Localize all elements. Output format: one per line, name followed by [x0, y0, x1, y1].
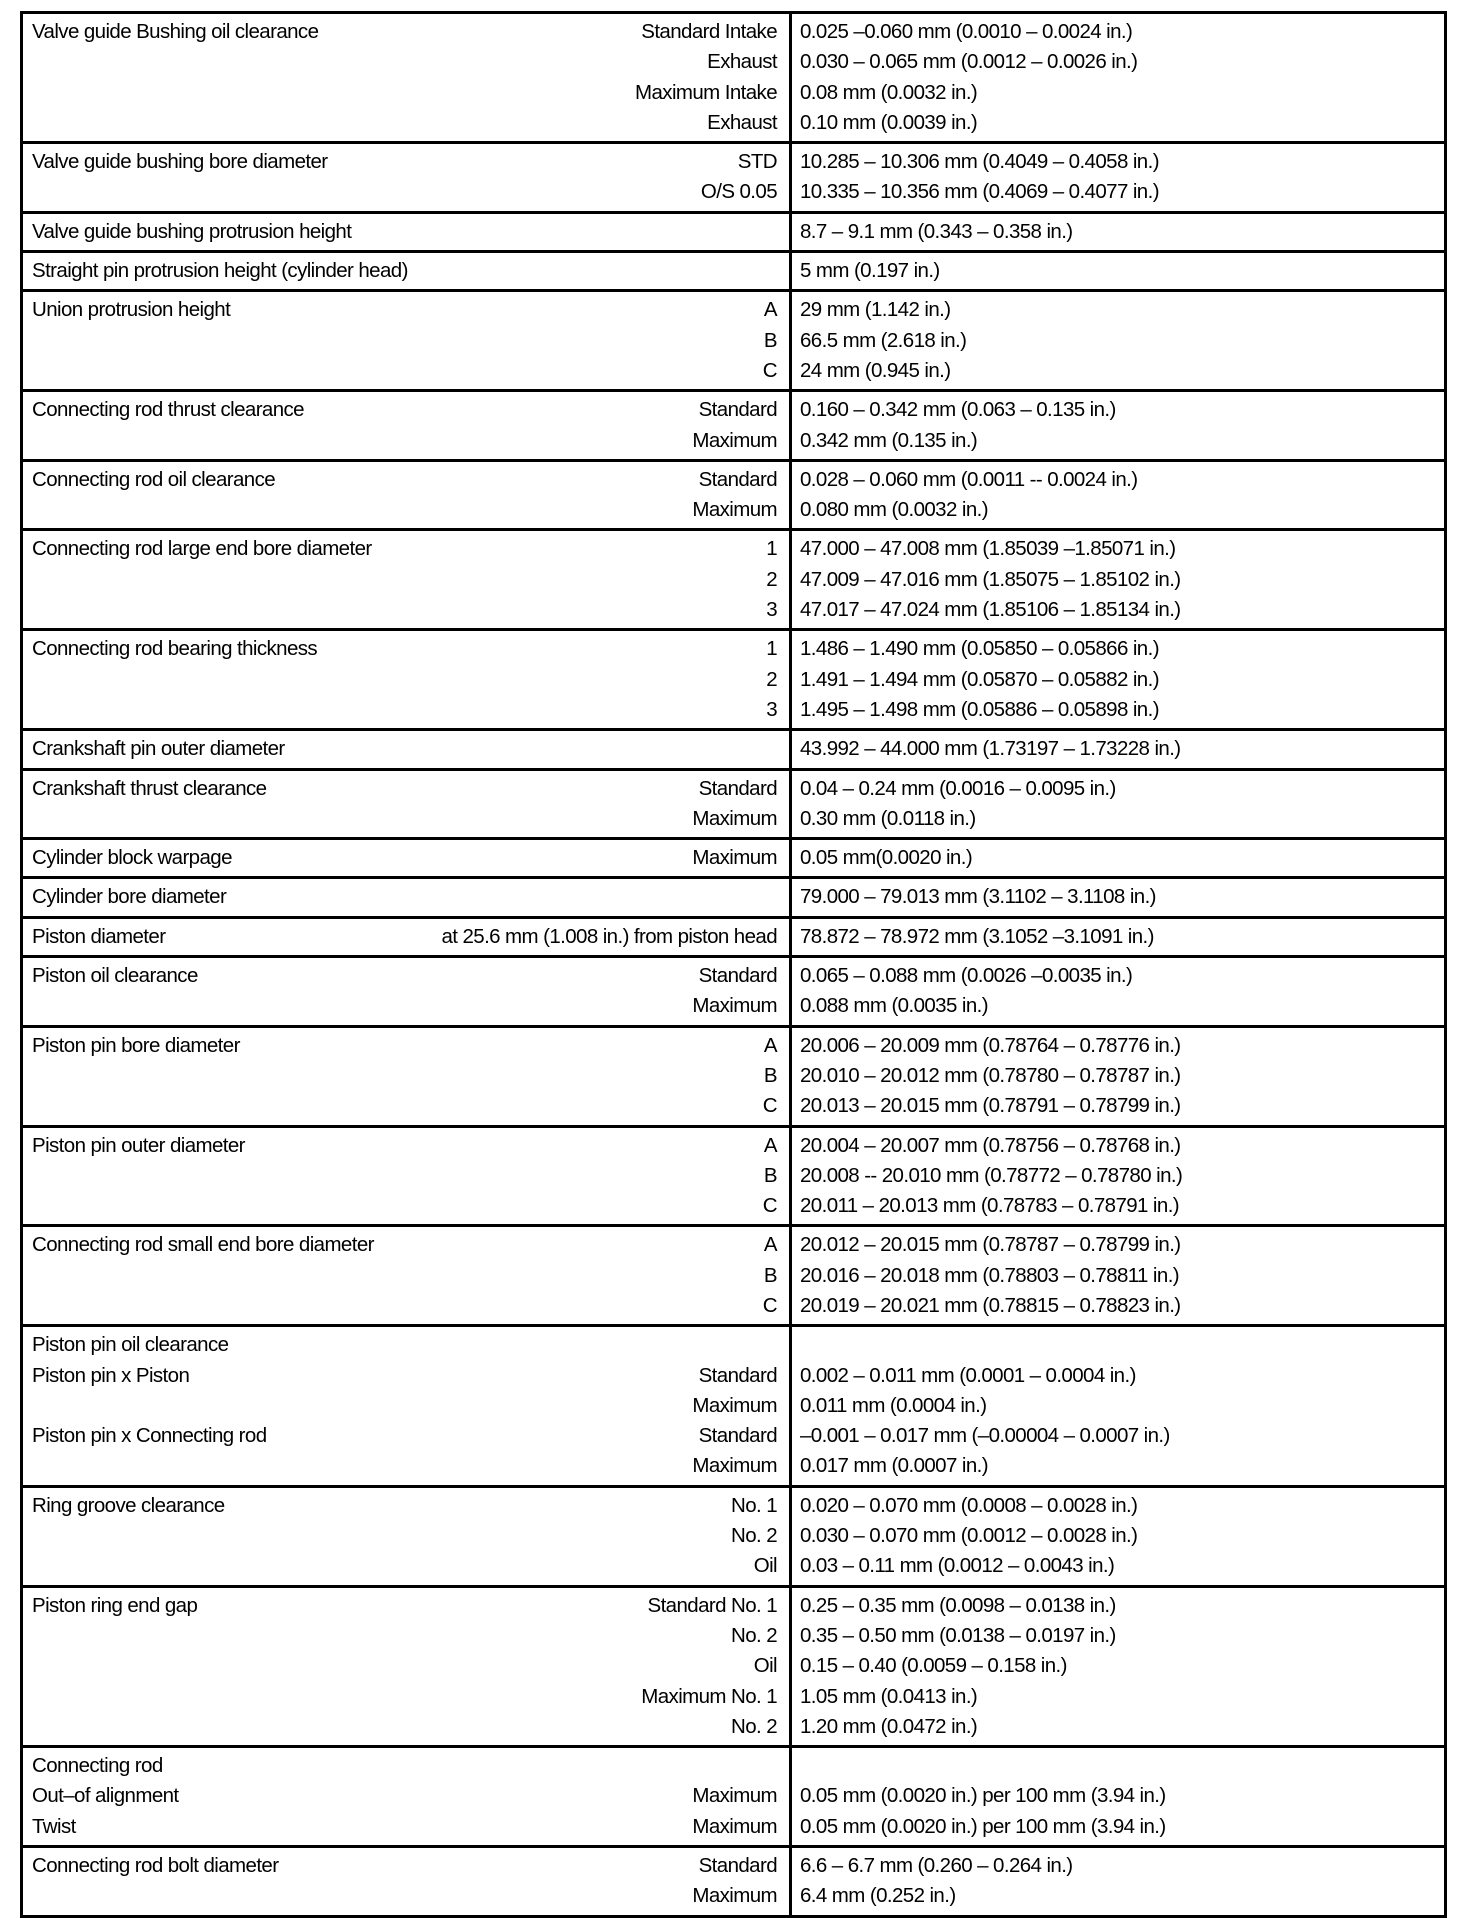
item-name	[32, 1651, 641, 1681]
spec-value: 0.002 – 0.011 mm (0.0001 – 0.0004 in.)	[800, 1363, 1136, 1387]
item-name	[32, 1161, 763, 1191]
spec-value-cell	[792, 144, 1444, 211]
item-name	[32, 1391, 692, 1421]
spec-value: 0.020 – 0.070 mm (0.0008 – 0.0028 in.)	[800, 1493, 1138, 1517]
item-qualifiers	[763, 1031, 777, 1122]
spec-item-cell	[23, 1488, 792, 1585]
spec-value: 0.088 mm (0.0035 in.)	[800, 994, 988, 1018]
item-names	[32, 395, 692, 456]
item-qualifier: Oil	[753, 1654, 777, 1678]
item-name: Piston pin x Piston	[32, 1363, 190, 1387]
spec-value-cell	[792, 292, 1444, 389]
item-name	[32, 1521, 731, 1551]
spec-value: 0.30 mm (0.0118 in.)	[800, 806, 976, 830]
spec-item-cell	[23, 214, 792, 250]
spec-item-cell	[23, 14, 792, 141]
item-name: Connecting rod thrust clearance	[32, 398, 304, 422]
item-qualifiers	[692, 1751, 777, 1842]
item-qualifier: C	[762, 358, 777, 382]
item-qualifier: C	[762, 1293, 777, 1317]
spec-value-cell	[792, 14, 1444, 141]
item-name	[32, 78, 635, 108]
item-qualifier: No. 1	[731, 1493, 777, 1517]
item-name	[32, 1261, 763, 1291]
spec-value: 29 mm (1.142 in.)	[800, 298, 951, 322]
item-qualifier: O/S 0.05	[700, 180, 777, 204]
spec-value: 20.013 – 20.015 mm (0.78791 – 0.78799 in.)	[800, 1094, 1181, 1118]
spec-row	[23, 1324, 1444, 1484]
spec-row	[23, 768, 1444, 838]
item-qualifiers	[763, 1131, 777, 1222]
spec-value-cell	[792, 1327, 1444, 1484]
item-name	[32, 356, 763, 386]
item-qualifier: 3	[766, 598, 777, 622]
item-name: Cylinder bore diameter	[32, 885, 227, 909]
spec-value-cell	[792, 214, 1444, 250]
item-name: Twist	[32, 1814, 76, 1838]
spec-value: 0.15 – 0.40 (0.0059 – 0.158 in.)	[800, 1654, 1067, 1678]
item-qualifier: Maximum	[692, 994, 777, 1018]
item-qualifiers	[731, 1491, 777, 1582]
item-qualifiers	[763, 295, 777, 386]
spec-value-cell	[792, 1848, 1444, 1915]
item-name: Connecting rod bearing thickness	[32, 637, 318, 661]
spec-value: 20.010 – 20.012 mm (0.78780 – 0.78787 in.)	[800, 1063, 1181, 1087]
item-qualifier: Standard Intake	[641, 20, 777, 43]
item-name	[32, 1291, 763, 1321]
item-qualifier: C	[762, 1194, 777, 1218]
spec-value: 1.486 – 1.490 mm (0.05850 – 0.05866 in.)	[800, 637, 1159, 661]
spec-value: 0.028 – 0.060 mm (0.0011 -- 0.0024 in.)	[800, 467, 1138, 491]
item-name	[32, 804, 692, 834]
item-qualifiers	[766, 634, 777, 725]
spec-value: 20.011 – 20.013 mm (0.78783 – 0.78791 in.)	[800, 1194, 1180, 1218]
spec-value: 1.20 mm (0.0472 in.)	[800, 1714, 978, 1738]
item-name: Piston pin bore diameter	[32, 1033, 240, 1057]
spec-value: 66.5 mm (2.618 in.)	[800, 328, 967, 352]
spec-row	[23, 955, 1444, 1025]
item-qualifier: Maximum	[692, 846, 777, 870]
item-name: Connecting rod small end bore diameter	[32, 1233, 374, 1257]
item-name: Piston oil clearance	[32, 964, 198, 988]
item-name: Out–of alignment	[32, 1784, 179, 1808]
spec-row	[23, 211, 1444, 250]
item-name	[32, 1061, 763, 1091]
spec-value-cell	[792, 1488, 1444, 1585]
spec-value-cell	[792, 771, 1444, 838]
spec-value: 0.10 mm (0.0039 in.)	[800, 110, 978, 134]
item-qualifier: B	[763, 328, 777, 352]
spec-value: 20.019 – 20.021 mm (0.78815 – 0.78823 in.)	[800, 1293, 1181, 1317]
item-qualifier: Oil	[753, 1554, 777, 1578]
item-name	[32, 1451, 692, 1481]
spec-value-cell	[792, 253, 1444, 289]
item-name: Piston pin outer diameter	[32, 1133, 245, 1157]
item-qualifier: B	[763, 1163, 777, 1187]
spec-value-cell	[792, 631, 1444, 728]
spec-item-cell	[23, 919, 792, 955]
item-qualifier: 2	[766, 667, 777, 691]
item-name: Union protrusion height	[32, 298, 231, 322]
item-names	[32, 147, 701, 208]
spec-value-cell	[792, 462, 1444, 529]
item-names	[32, 961, 692, 1022]
item-qualifier: No. 2	[731, 1623, 777, 1647]
item-qualifier: 1	[766, 637, 777, 661]
item-name: Straight pin protrusion height (cylinder head)	[32, 259, 408, 283]
item-name: Valve guide bushing protrusion height	[32, 219, 352, 243]
spec-item-cell	[23, 253, 792, 289]
item-name: Valve guide bushing bore diameter	[32, 150, 328, 174]
item-name: Connecting rod bolt diameter	[32, 1854, 279, 1878]
spec-value: 0.030 – 0.065 mm (0.0012 – 0.0026 in.)	[800, 50, 1138, 74]
spec-item-cell	[23, 1227, 792, 1324]
item-qualifiers	[641, 1591, 777, 1742]
item-qualifier: STD	[737, 150, 777, 174]
item-qualifier: A	[763, 1033, 777, 1057]
spec-value: 10.335 – 10.356 mm (0.4069 – 0.4077 in.)	[800, 180, 1159, 204]
item-name	[32, 495, 692, 525]
spec-value: 8.7 – 9.1 mm (0.343 – 0.358 in.)	[800, 219, 1073, 243]
item-name	[32, 326, 763, 356]
item-qualifier: at 25.6 mm (1.008 in.) from piston head	[441, 924, 777, 948]
item-names	[32, 1330, 692, 1481]
spec-value-cell	[792, 958, 1444, 1025]
item-qualifier: 3	[766, 697, 777, 721]
item-qualifiers	[692, 843, 777, 873]
item-qualifiers	[692, 961, 777, 1022]
item-qualifier: Maximum	[692, 498, 777, 522]
spec-value: –0.001 – 0.017 mm (–0.00004 – 0.0007 in.)	[800, 1424, 1170, 1448]
spec-row	[23, 1224, 1444, 1324]
item-qualifier: Exhaust	[707, 110, 777, 134]
spec-item-cell	[23, 462, 792, 529]
item-name	[32, 1091, 763, 1121]
spec-value: 0.03 – 0.11 mm (0.0012 – 0.0043 in.)	[800, 1554, 1115, 1578]
item-qualifier: Standard	[698, 776, 777, 800]
spec-row	[23, 1025, 1444, 1125]
spec-row	[23, 728, 1444, 767]
specification-table	[20, 11, 1447, 1918]
spec-row	[23, 837, 1444, 876]
spec-row	[23, 141, 1444, 211]
item-qualifiers	[766, 534, 777, 625]
item-qualifiers	[692, 1330, 777, 1481]
item-name: Connecting rod oil clearance	[32, 467, 276, 491]
spec-row	[23, 289, 1444, 389]
item-name	[32, 1682, 641, 1712]
item-qualifiers	[692, 395, 777, 456]
spec-value-cell	[792, 1227, 1444, 1324]
item-name	[32, 1712, 641, 1742]
item-name	[32, 108, 635, 138]
item-qualifier: No. 2	[731, 1524, 777, 1548]
spec-value: 47.000 – 47.008 mm (1.85039 –1.85071 in.)	[800, 537, 1176, 561]
item-qualifier: Standard	[698, 467, 777, 491]
spec-value: 0.05 mm (0.0020 in.) per 100 mm (3.94 in.)	[800, 1814, 1166, 1838]
item-qualifier	[692, 1330, 777, 1360]
spec-value-cell	[792, 919, 1444, 955]
item-names	[32, 922, 441, 952]
item-names	[32, 17, 635, 138]
item-qualifiers	[701, 147, 777, 208]
spec-item-cell	[23, 292, 792, 389]
spec-row	[23, 459, 1444, 529]
spec-value: 0.342 mm (0.135 in.)	[800, 428, 978, 452]
spec-item-cell	[23, 1128, 792, 1225]
item-qualifier: Standard	[698, 1854, 777, 1878]
item-name: Connecting rod	[32, 1754, 163, 1778]
spec-item-cell	[23, 771, 792, 838]
spec-item-cell	[23, 1327, 792, 1484]
spec-value: 0.08 mm (0.0032 in.)	[800, 80, 978, 104]
spec-value-cell	[792, 1028, 1444, 1125]
item-name	[32, 665, 766, 695]
item-qualifier: Maximum Intake	[635, 80, 777, 104]
spec-row	[23, 1485, 1444, 1585]
item-name	[32, 1881, 692, 1911]
item-qualifiers	[635, 17, 777, 138]
spec-item-cell	[23, 1588, 792, 1745]
item-qualifier	[692, 1751, 777, 1781]
item-qualifier: Standard	[698, 1424, 777, 1448]
spec-item-cell	[23, 531, 792, 628]
spec-item-cell	[23, 392, 792, 459]
spec-row	[23, 628, 1444, 728]
spec-value-cell	[792, 1748, 1444, 1845]
item-name	[32, 177, 701, 207]
item-qualifier: A	[763, 1233, 777, 1257]
item-name: Cylinder block warpage	[32, 846, 232, 870]
spec-value-cell	[792, 1128, 1444, 1225]
spec-row	[23, 14, 1444, 141]
spec-value: 1.05 mm (0.0413 in.)	[800, 1684, 978, 1708]
item-qualifier: Maximum	[692, 1393, 777, 1417]
item-qualifier: Maximum	[692, 1814, 777, 1838]
spec-value	[800, 1751, 1436, 1781]
spec-value: 47.017 – 47.024 mm (1.85106 – 1.85134 in.)	[800, 598, 1181, 622]
item-qualifier: C	[762, 1094, 777, 1118]
item-qualifier: Standard	[698, 398, 777, 422]
spec-value: 78.872 – 78.972 mm (3.1052 –3.1091 in.)	[800, 924, 1154, 948]
item-names	[32, 465, 692, 526]
spec-value: 0.017 mm (0.0007 in.)	[800, 1454, 988, 1478]
item-name	[32, 1191, 763, 1221]
item-qualifier: 2	[766, 567, 777, 591]
item-name	[32, 426, 692, 456]
spec-item-cell	[23, 879, 792, 915]
item-qualifier: Standard	[698, 964, 777, 988]
spec-value: 20.016 – 20.018 mm (0.78803 – 0.78811 in.)	[800, 1263, 1180, 1287]
item-qualifier: Standard No. 1	[647, 1593, 777, 1617]
spec-value: 20.008 -- 20.010 mm (0.78772 – 0.78780 in.)	[800, 1163, 1183, 1187]
item-qualifiers	[692, 465, 777, 526]
spec-value: 0.080 mm (0.0032 in.)	[800, 498, 988, 522]
spec-value: 0.025 –0.060 mm (0.0010 – 0.0024 in.)	[800, 20, 1133, 43]
item-qualifiers	[692, 1851, 777, 1912]
item-qualifier: Exhaust	[707, 50, 777, 74]
item-names	[32, 1491, 731, 1582]
item-name	[32, 595, 766, 625]
spec-row	[23, 876, 1444, 915]
item-qualifier: B	[763, 1063, 777, 1087]
item-names	[32, 1031, 763, 1122]
spec-value: 47.009 – 47.016 mm (1.85075 – 1.85102 in.)	[800, 567, 1181, 591]
item-names	[32, 1591, 641, 1742]
spec-value: 0.35 – 0.50 mm (0.0138 – 0.0197 in.)	[800, 1623, 1116, 1647]
item-names	[32, 774, 692, 835]
item-qualifiers	[763, 1230, 777, 1321]
item-name: Piston pin x Connecting rod	[32, 1424, 267, 1448]
spec-value: 10.285 – 10.306 mm (0.4049 – 0.4058 in.)	[800, 150, 1159, 174]
item-name: Valve guide Bushing oil clearance	[32, 20, 319, 43]
spec-value-cell	[792, 1588, 1444, 1745]
spec-value: 24 mm (0.945 in.)	[800, 358, 951, 382]
item-names	[32, 295, 763, 386]
item-name	[32, 695, 766, 725]
spec-value: 5 mm (0.197 in.)	[800, 259, 940, 283]
spec-value: 0.030 – 0.070 mm (0.0012 – 0.0028 in.)	[800, 1524, 1138, 1548]
spec-value-cell	[792, 531, 1444, 628]
item-qualifier: A	[763, 298, 777, 322]
spec-value	[800, 1330, 1436, 1360]
spec-value: 0.011 mm (0.0004 in.)	[800, 1393, 987, 1417]
spec-item-cell	[23, 1848, 792, 1915]
spec-item-cell	[23, 631, 792, 728]
item-names	[32, 1230, 763, 1321]
spec-value: 43.992 – 44.000 mm (1.73197 – 1.73228 in.)	[800, 737, 1181, 761]
spec-value: 6.4 mm (0.252 in.)	[800, 1884, 956, 1908]
spec-value: 20.006 – 20.009 mm (0.78764 – 0.78776 in.)	[800, 1033, 1181, 1057]
item-name: Piston pin oil clearance	[32, 1333, 229, 1357]
item-names	[32, 734, 777, 764]
spec-value-cell	[792, 879, 1444, 915]
spec-item-cell	[23, 958, 792, 1025]
spec-value: 0.05 mm (0.0020 in.) per 100 mm (3.94 in.)	[800, 1784, 1166, 1808]
item-qualifiers	[441, 922, 777, 952]
spec-row	[23, 916, 1444, 955]
spec-row	[23, 528, 1444, 628]
spec-item-cell	[23, 1028, 792, 1125]
item-names	[32, 1851, 692, 1912]
spec-row	[23, 1125, 1444, 1225]
item-name	[32, 991, 692, 1021]
item-names	[32, 534, 766, 625]
spec-value: 6.6 – 6.7 mm (0.260 – 0.264 in.)	[800, 1854, 1073, 1878]
item-qualifier: Maximum	[692, 1784, 777, 1808]
spec-value: 0.065 – 0.088 mm (0.0026 –0.0035 in.)	[800, 964, 1133, 988]
spec-row	[23, 250, 1444, 289]
item-name	[32, 565, 766, 595]
item-name: Connecting rod large end bore diameter	[32, 537, 372, 561]
spec-value-cell	[792, 392, 1444, 459]
spec-item-cell	[23, 144, 792, 211]
spec-item-cell	[23, 731, 792, 767]
spec-row	[23, 1585, 1444, 1745]
item-name	[32, 47, 635, 77]
spec-row	[23, 1745, 1444, 1845]
item-names	[32, 1751, 692, 1842]
item-qualifier: Maximum	[692, 1454, 777, 1478]
item-name	[32, 1621, 641, 1651]
spec-value: 0.04 – 0.24 mm (0.0016 – 0.0095 in.)	[800, 776, 1116, 800]
spec-value: 0.05 mm(0.0020 in.)	[800, 846, 973, 870]
item-qualifier: Maximum	[692, 428, 777, 452]
item-qualifier: Maximum	[692, 806, 777, 830]
item-qualifier: Maximum	[692, 1884, 777, 1908]
spec-value: 1.495 – 1.498 mm (0.05886 – 0.05898 in.)	[800, 697, 1159, 721]
item-names	[32, 882, 777, 912]
spec-value: 1.491 – 1.494 mm (0.05870 – 0.05882 in.)	[800, 667, 1159, 691]
item-qualifier: A	[763, 1133, 777, 1157]
item-name: Crankshaft pin outer diameter	[32, 737, 285, 761]
item-name: Piston diameter	[32, 924, 166, 948]
spec-value-cell	[792, 840, 1444, 876]
spec-value: 0.25 – 0.35 mm (0.0098 – 0.0138 in.)	[800, 1593, 1116, 1617]
spec-item-cell	[23, 840, 792, 876]
spec-value-cell	[792, 731, 1444, 767]
item-names	[32, 1131, 763, 1222]
item-qualifier: B	[763, 1263, 777, 1287]
item-qualifier: Maximum No. 1	[641, 1684, 777, 1708]
item-name: Piston ring end gap	[32, 1593, 198, 1617]
item-name	[32, 1551, 731, 1581]
spec-row	[23, 389, 1444, 459]
item-name: Crankshaft thrust clearance	[32, 776, 267, 800]
item-qualifier: Standard	[698, 1363, 777, 1387]
item-names	[32, 634, 766, 725]
spec-row	[23, 1845, 1444, 1915]
item-names	[32, 256, 777, 286]
spec-value: 20.012 – 20.015 mm (0.78787 – 0.78799 in.)	[800, 1233, 1181, 1257]
spec-item-cell	[23, 1748, 792, 1845]
item-qualifier: 1	[766, 537, 777, 561]
item-names	[32, 217, 777, 247]
spec-value: 79.000 – 79.013 mm (3.1102 – 3.1108 in.)	[800, 885, 1156, 909]
item-name: Ring groove clearance	[32, 1493, 225, 1517]
spec-value: 20.004 – 20.007 mm (0.78756 – 0.78768 in.)	[800, 1133, 1181, 1157]
item-names	[32, 843, 692, 873]
spec-value: 0.160 – 0.342 mm (0.063 – 0.135 in.)	[800, 398, 1116, 422]
item-qualifiers	[692, 774, 777, 835]
item-qualifier: No. 2	[731, 1714, 777, 1738]
